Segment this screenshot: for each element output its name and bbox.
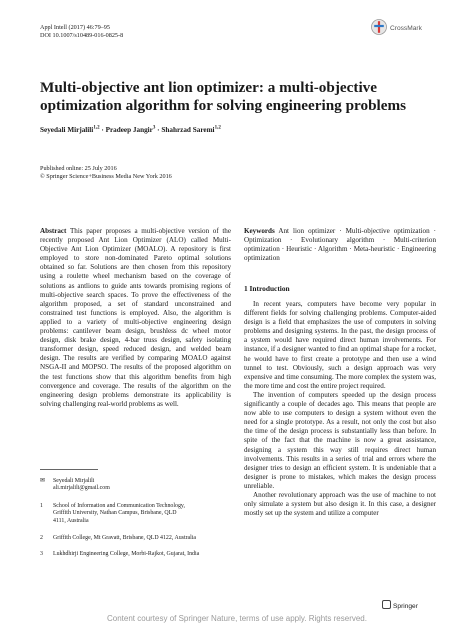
journal-info (40, 24, 123, 40)
publisher-name: Springer (393, 603, 418, 610)
crossmark-badge[interactable] (370, 18, 446, 36)
keywords-label: Keywords (244, 227, 275, 235)
intro-paragraph-1: In recent years, computers have become very popular in different fields for solving challenging problems. Computer-aided design is a field that emphasizes the use of computers in solving problems and designing systems. In the past, the design process of a system would have required direct human involvements. For instance, if a designer wanted to find an optimal shape for a rocket, he would have to first create a prototype and then use a wind tunnel to test. Obviously, such a design approach was very expensive and time consuming. The more complex the system was, the more time and cost the entire project required. (244, 300, 436, 390)
crossmark-icon (370, 18, 446, 36)
affiliation-3 (40, 551, 240, 558)
affiliation-line: Griffith University, Nathan Campus, Brisbane, QLD (53, 510, 177, 517)
abstract-text: This paper proposes a multi-objective version of the recently proposed Ant Lion Optimizer (ALO) called Multi-Objective Ant Lion Optimizer (MOALO). A repository is first employed to store non-dominated Pareto optimal solutions obtained so far. Solutions are then chosen from this repository using a roulette wheel mechanism based on the coverage of solutions as antlions to guide ants towards promising regions of multi-objective search spaces. To prove the effectiveness of the algorithm proposed, a set of standard unconstrained and constrained test functions is employed. Also, the algorithm is applied to a variety of multi-objective engineering design problems: cantilever beam design, brushless dc wheel motor design, disk brake design, 4-bar truss design, safety isolating transformer design, speed reduced design, and welded beam design. The results are verified by comparing MOALO against NSGA-II and MOPSO. The results of the proposed algorithm on the test functions show that this algorithm benefits from high convergence and coverage. The results of the algorithm on the engineering design problems demonstrate its applicability is solving challenging real-world problems as well. (40, 227, 231, 408)
crossmark-label: CrossMark (390, 24, 422, 32)
introduction-body (244, 300, 436, 518)
envelope-icon: ✉ (40, 478, 45, 484)
correspondence (40, 478, 240, 493)
affiliation-marker: 2 (40, 535, 43, 541)
affiliation-1 (40, 503, 240, 525)
corresponding-author: Seyedali Mirjalili (53, 478, 95, 484)
affiliation-marker: 3 (40, 551, 43, 557)
keywords-text: Ant lion optimizer · Multi-objective optimization · Optimization · Evolutionary algorithm · Multi-criterion optimization · Heuristic · Algorithm · Meta-heuristic · Engineering optimization (244, 227, 436, 263)
springer-horse-icon (382, 600, 391, 609)
abstract (40, 227, 231, 409)
affiliation-line: Griffith College, Mt Gravatt, Brisbane, QLD 4122, Australia (53, 535, 197, 541)
publisher-logo (382, 600, 418, 610)
section-heading: 1 Introduction (244, 284, 290, 293)
paper-title: Multi-objective ant lion optimizer: a multi-objective optimization algorithm for solving engineering problems (40, 79, 407, 114)
author-2[interactable]: Pradeep Jangir$^3$ (105, 126, 156, 135)
author-3[interactable]: Shahrzad Saremi$^{1,2}$ (161, 126, 221, 135)
affiliation-line: Lukhdhirji Engineering College, Morbi-Rajkot, Gujarat, India (53, 551, 200, 557)
published-date: Published online: 25 July 2016 (40, 165, 117, 172)
corresponding-email[interactable]: ali.mirjalili@gmail.com (53, 485, 110, 492)
journal-citation: Appl Intell (2017) 46:79–95 (40, 24, 110, 31)
keywords (244, 227, 436, 263)
author-list: Seyedali Mirjalili$^{1,2}$ · Pradeep Jangir$^3$ · Shahrzad Saremi$^{1,2}$ (40, 126, 221, 135)
affiliation-line: School of Information and Communication Technology, (53, 503, 185, 509)
intro-paragraph-2: The invention of computers speeded up the design process significantly a couple of decades ago. This means that people are now able to use computers to design a system without even the need for a single prototype. As a result, not only the cost but also the time of the design process is substantially less than before. In spite of the fact that the machine is now a great assistance, designing a system this way still requires direct human involvements. This results in a series of trial and errors where the designer tries to design an efficient system. It is undeniable that a designer is prone to mistakes, which makes the design process unreliable. (244, 390, 436, 490)
author-1[interactable]: Seyedali Mirjalili$^{1,2}$ (40, 126, 100, 135)
intro-paragraph-3: Another revolutionary approach was the use of machine to not only simulate a system but also design it. In this case, a designer mostly set up the system and utilize a computer (244, 490, 436, 518)
affiliation-line: 4111, Australia (53, 517, 89, 524)
publication-info (40, 165, 172, 181)
copyright-footer: Content courtesy of Springer Nature, terms of use apply. Rights reserved. (107, 614, 367, 623)
doi[interactable]: DOI 10.1007/s10489-016-0825-8 (40, 32, 124, 39)
affiliation-marker: 1 (40, 503, 43, 509)
abstract-label: Abstract (40, 227, 67, 235)
copyright: © Springer Science+Business Media New York 2016 (40, 172, 172, 180)
footnote-divider (40, 469, 98, 470)
affiliation-2 (40, 535, 240, 542)
